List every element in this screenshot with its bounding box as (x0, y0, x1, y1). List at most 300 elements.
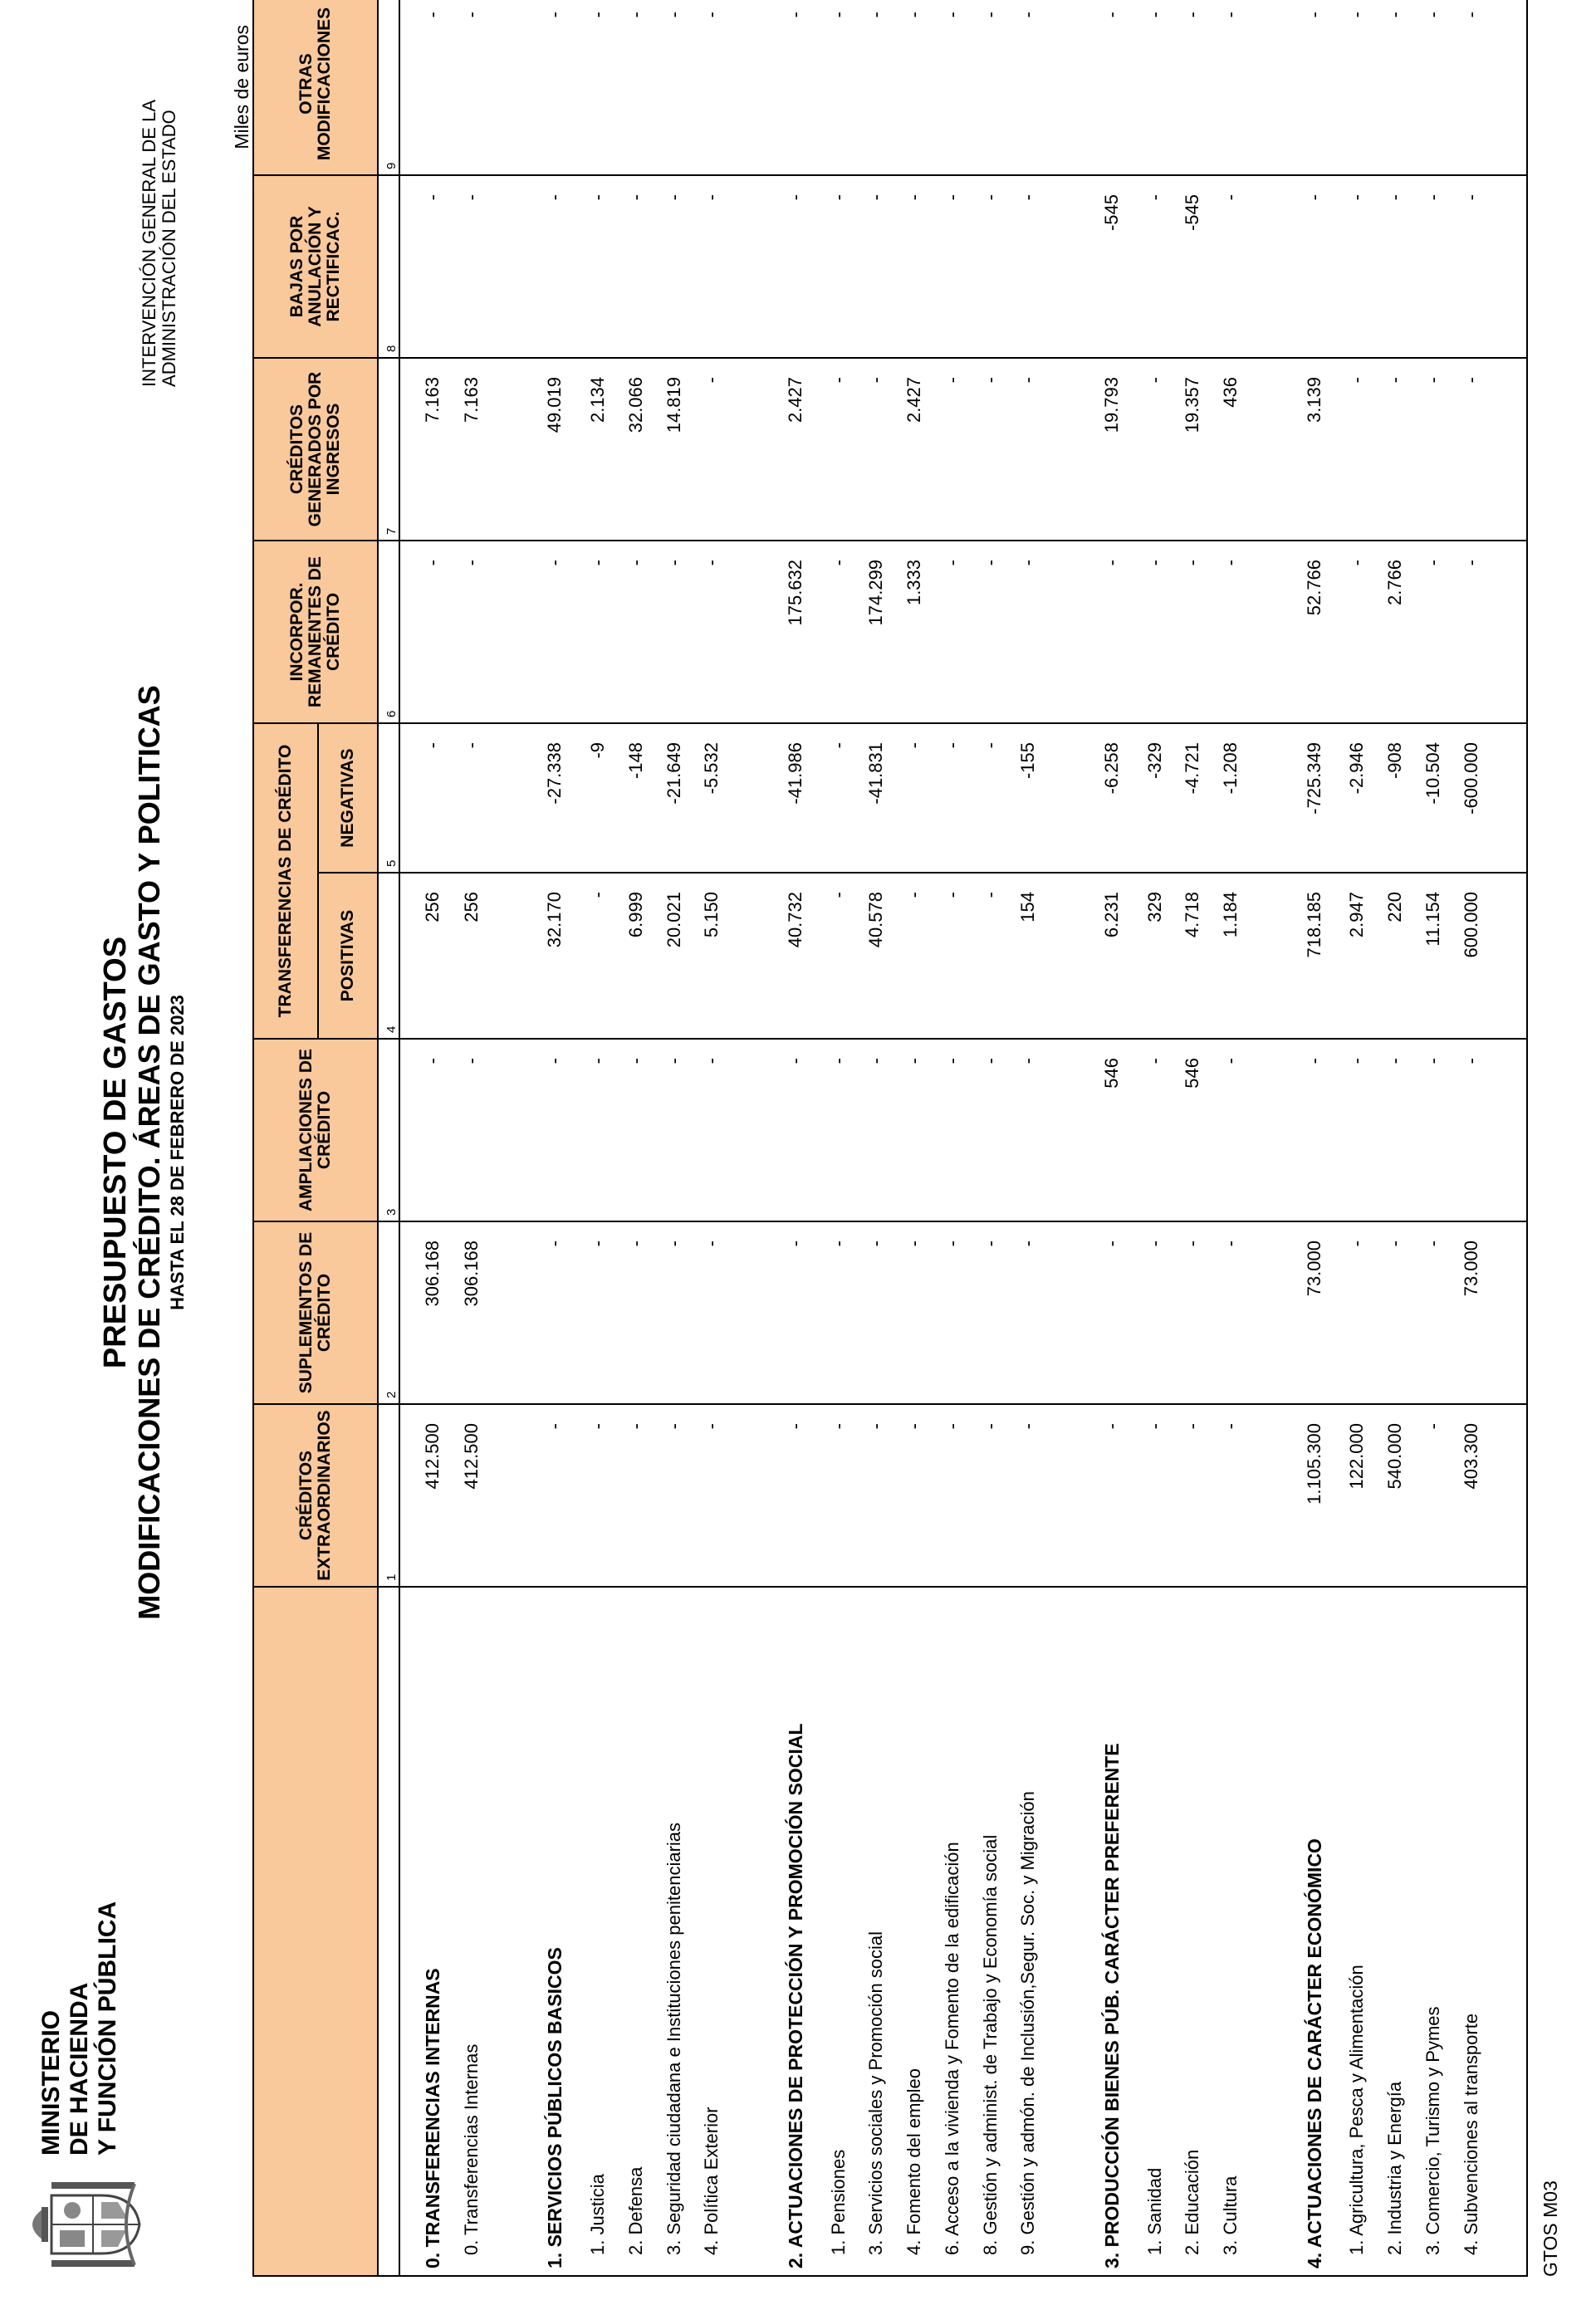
value-cell: - (625, 175, 663, 358)
table-row (980, 0, 1018, 2276)
spacer-cell (1258, 1587, 1285, 2276)
column-number: 1 (378, 1404, 399, 1587)
value-cell: - (1346, 541, 1384, 723)
group-row (1285, 0, 1347, 2276)
value-cell: - (1017, 1221, 1055, 1404)
table-row (1422, 0, 1461, 2276)
value-cell: - (1461, 175, 1499, 358)
value-cell: - (766, 1404, 828, 1587)
value-cell: - (461, 1039, 499, 1221)
value-cell: 122.000 (1346, 1404, 1384, 1587)
value-cell: 49.019 (526, 358, 587, 541)
ministry-line: DE HACIENDA (66, 1982, 93, 2156)
spacer-cell (1498, 358, 1527, 541)
value-cell: - (942, 358, 980, 541)
table-row (1461, 0, 1499, 2276)
column-number-cell (378, 1587, 399, 2276)
col-header-transferencias: TRANSFERENCIAS DE CRÉDITO (253, 723, 318, 1039)
value-cell: 403.300 (1461, 1404, 1499, 1587)
spacer-cell (1055, 873, 1083, 1039)
value-cell: 306.168 (399, 1221, 461, 1404)
table-row (1182, 0, 1220, 2276)
value-cell: - (942, 1221, 980, 1404)
value-cell: - (980, 0, 1018, 175)
value-cell: - (1220, 0, 1258, 175)
value-cell: - (1182, 1404, 1220, 1587)
value-cell: - (399, 175, 461, 358)
value-cell: - (1422, 175, 1461, 358)
value-cell: - (1144, 1039, 1182, 1221)
spacer-cell (1258, 358, 1285, 541)
group-label: 4. ACTUACIONES DE CARÁCTER ECONÓMICO (1285, 1587, 1347, 2276)
modifications-table (252, 0, 1528, 2277)
value-cell: - (828, 873, 866, 1039)
value-cell: 220 (1384, 873, 1422, 1039)
value-cell: - (828, 1221, 866, 1404)
value-cell: - (942, 873, 980, 1039)
value-cell: - (980, 1221, 1018, 1404)
column-number: 6 (378, 541, 399, 723)
value-cell: 14.819 (663, 358, 702, 541)
value-cell: - (1461, 1039, 1499, 1221)
value-cell: - (1182, 541, 1220, 723)
value-cell: - (1144, 358, 1182, 541)
value-cell: - (526, 541, 587, 723)
value-cell: - (828, 541, 866, 723)
value-cell: - (701, 358, 739, 541)
value-cell: - (701, 541, 739, 723)
value-cell: - (980, 175, 1018, 358)
value-cell: 2.427 (766, 358, 828, 541)
column-number: 4 (378, 873, 399, 1039)
value-cell: - (461, 175, 499, 358)
row-label: 2. Industria y Energía (1384, 1587, 1422, 2276)
row-label: 1. Sanidad (1144, 1587, 1182, 2276)
value-cell: 32.170 (526, 873, 587, 1039)
value-cell: - (1144, 175, 1182, 358)
report-date: HASTA EL 28 DE FEBRERO DE 2023 (167, 995, 188, 1310)
value-cell: - (526, 175, 587, 358)
spacer-cell (1258, 873, 1285, 1039)
table-row (903, 0, 942, 2276)
table-row (625, 0, 663, 2276)
value-cell: - (1017, 175, 1055, 358)
row-label: 4. Política Exterior (701, 1587, 739, 2276)
report-subtitle: MODIFICACIONES DE CRÉDITO. ÁREAS DE GASTO Y POLITICAS (132, 685, 166, 1620)
value-cell: - (526, 1404, 587, 1587)
value-cell: - (865, 175, 903, 358)
group-row (399, 0, 461, 2276)
value-cell: - (1346, 358, 1384, 541)
value-cell: 2.766 (1384, 541, 1422, 723)
value-cell: 412.500 (399, 1404, 461, 1587)
spacer-cell (1498, 1587, 1527, 2276)
column-number: 8 (378, 175, 399, 358)
value-cell: - (1220, 1221, 1258, 1404)
value-cell: 7.163 (461, 358, 499, 541)
value-cell: - (701, 1039, 739, 1221)
value-cell: 6.231 (1083, 873, 1144, 1039)
row-label: 4. Fomento del empleo (903, 1587, 942, 2276)
value-cell: - (587, 873, 625, 1039)
spacer-cell (1498, 541, 1527, 723)
value-cell: 175.632 (766, 541, 828, 723)
value-cell: - (1182, 1221, 1220, 1404)
group-label: 2. ACTUACIONES DE PROTECCIÓN Y PROMOCIÓN SOCIAL (766, 1587, 828, 2276)
row-label: 4. Subvenciones al transporte (1461, 1587, 1499, 2276)
table-row (828, 0, 866, 2276)
units-label: Miles de euros (231, 25, 252, 149)
value-cell: - (1285, 0, 1347, 175)
igae-line: ADMINISTRACIÓN DEL ESTADO (159, 110, 179, 387)
table-row (1384, 0, 1422, 2276)
spacer-cell (498, 0, 526, 175)
col-header-suplementos: SUPLEMENTOS DE CRÉDITO (253, 1221, 378, 1404)
value-cell: - (903, 175, 942, 358)
value-cell: 73.000 (1285, 1221, 1347, 1404)
value-cell: - (461, 0, 499, 175)
value-cell: - (587, 1221, 625, 1404)
value-cell: - (587, 1404, 625, 1587)
value-cell: - (1346, 1221, 1384, 1404)
value-cell: 4.718 (1182, 873, 1220, 1039)
row-label: 3. Seguridad ciudadana e Instituciones penitenciarias (663, 1587, 702, 2276)
table-row (663, 0, 702, 2276)
value-cell: - (663, 0, 702, 175)
row-label: 3. Servicios sociales y Promoción social (865, 1587, 903, 2276)
value-cell: - (1220, 1404, 1258, 1587)
value-cell: - (461, 723, 499, 873)
value-cell: - (903, 1404, 942, 1587)
value-cell: - (1422, 358, 1461, 541)
value-cell: 436 (1220, 358, 1258, 541)
value-cell: - (865, 1404, 903, 1587)
spacer-cell (498, 175, 526, 358)
value-cell: - (1384, 175, 1422, 358)
value-cell: 600.000 (1461, 873, 1499, 1039)
group-label: 1. SERVICIOS PÚBLICOS BASICOS (526, 1587, 587, 2276)
col-header-otras: OTRAS MODIFICACIONES (253, 0, 378, 175)
value-cell: -6.258 (1083, 723, 1144, 873)
value-cell: - (766, 0, 828, 175)
value-cell: - (980, 1404, 1018, 1587)
value-cell: -600.000 (1461, 723, 1499, 873)
value-cell: 718.185 (1285, 873, 1347, 1039)
value-cell: - (587, 0, 625, 175)
row-label: 1. Pensiones (828, 1587, 866, 2276)
value-cell: - (1144, 541, 1182, 723)
row-label: 1. Justicia (587, 1587, 625, 2276)
group-row (766, 0, 828, 2276)
value-cell: - (663, 1404, 702, 1587)
group-label: 3. PRODUCCIÓN BIENES PÚB. CARÁCTER PREFERENTE (1083, 1587, 1144, 2276)
ministry-line: Y FUNCIÓN PÚBLICA (94, 1901, 121, 2156)
value-cell: - (942, 723, 980, 873)
value-cell: - (625, 541, 663, 723)
value-cell: 174.299 (865, 541, 903, 723)
value-cell: -41.831 (865, 723, 903, 873)
spacer-cell (1055, 0, 1083, 175)
value-cell: 2.134 (587, 358, 625, 541)
value-cell: - (1384, 0, 1422, 175)
spacer-cell (739, 0, 766, 175)
value-cell: 1.333 (903, 541, 942, 723)
value-cell: - (399, 723, 461, 873)
value-cell: -2.946 (1346, 723, 1384, 873)
value-cell: - (399, 1039, 461, 1221)
value-cell: - (1220, 175, 1258, 358)
value-cell: 2.947 (1346, 873, 1384, 1039)
spacer-cell (739, 175, 766, 358)
value-cell: -329 (1144, 723, 1182, 873)
row-label: 2. Educación (1182, 1587, 1220, 2276)
value-cell: 329 (1144, 873, 1182, 1039)
value-cell: - (980, 1039, 1018, 1221)
table-row (587, 0, 625, 2276)
value-cell: - (1083, 1221, 1144, 1404)
value-cell: - (1220, 541, 1258, 723)
value-cell: - (526, 1039, 587, 1221)
value-cell: - (1144, 1221, 1182, 1404)
value-cell: - (828, 723, 866, 873)
value-cell: - (625, 1221, 663, 1404)
value-cell: - (625, 1039, 663, 1221)
spacer-cell (1055, 1039, 1083, 1221)
value-cell: - (701, 175, 739, 358)
value-cell: 3.139 (1285, 358, 1347, 541)
value-cell: - (625, 0, 663, 175)
value-cell: -545 (1182, 175, 1220, 358)
value-cell: - (980, 873, 1018, 1039)
value-cell: - (1422, 1404, 1461, 1587)
value-cell: -27.338 (526, 723, 587, 873)
spacer-cell (1258, 1221, 1285, 1404)
spacer-cell (1055, 723, 1083, 873)
spacer-cell (1055, 1587, 1083, 2276)
spacer-cell (1498, 1404, 1527, 1587)
value-cell: - (526, 0, 587, 175)
value-cell: - (1346, 175, 1384, 358)
spacer-cell (1498, 175, 1527, 358)
value-cell: - (766, 175, 828, 358)
group-row (1083, 0, 1144, 2276)
value-cell: - (942, 541, 980, 723)
value-cell: 546 (1182, 1039, 1220, 1221)
value-cell: 412.500 (461, 1404, 499, 1587)
value-cell: - (903, 873, 942, 1039)
value-cell: - (865, 358, 903, 541)
row-label: 2. Defensa (625, 1587, 663, 2276)
column-number: 9 (378, 0, 399, 175)
value-cell: - (663, 175, 702, 358)
value-cell: - (1461, 541, 1499, 723)
label-header-cell (253, 1587, 378, 2276)
value-cell: - (663, 1221, 702, 1404)
spacer-cell (1055, 1221, 1083, 1404)
value-cell: -725.349 (1285, 723, 1347, 873)
value-cell: -5.532 (701, 723, 739, 873)
value-cell: - (1422, 1039, 1461, 1221)
value-cell: - (1384, 1039, 1422, 1221)
value-cell: -545 (1083, 175, 1144, 358)
row-label: 3. Cultura (1220, 1587, 1258, 2276)
value-cell: - (1083, 1404, 1144, 1587)
spacer-cell (1258, 723, 1285, 873)
value-cell: - (1144, 1404, 1182, 1587)
spacer-cell (1498, 0, 1527, 175)
spacer-row (1258, 0, 1285, 2276)
value-cell: 7.163 (399, 358, 461, 541)
value-cell: -1.208 (1220, 723, 1258, 873)
report-title: PRESUPUESTO DE GASTOS (98, 936, 133, 1369)
value-cell: - (1144, 0, 1182, 175)
value-cell: - (828, 0, 866, 175)
value-cell: - (865, 1039, 903, 1221)
value-cell: -10.504 (1422, 723, 1461, 873)
value-cell: - (1461, 0, 1499, 175)
value-cell: - (701, 1221, 739, 1404)
spacer-cell (498, 723, 526, 873)
row-label: 9. Gestión y admón. de Inclusión,Segur. Soc. y Migración (1017, 1587, 1055, 2276)
spacer-cell (498, 541, 526, 723)
value-cell: - (1285, 175, 1347, 358)
spacer-cell (498, 1221, 526, 1404)
spacer-cell (498, 1404, 526, 1587)
value-cell: - (399, 0, 461, 175)
value-cell: - (1017, 1039, 1055, 1221)
spacer-cell (739, 1221, 766, 1404)
value-cell: -4.721 (1182, 723, 1220, 873)
spacer-cell (1055, 358, 1083, 541)
spacer-row (739, 0, 766, 2276)
value-cell: 2.427 (903, 358, 942, 541)
value-cell: - (1422, 1221, 1461, 1404)
spacer-row (498, 0, 526, 2276)
value-cell: - (1182, 0, 1220, 175)
value-cell: - (942, 1404, 980, 1587)
spacer-cell (1258, 175, 1285, 358)
value-cell: - (587, 175, 625, 358)
column-number: 3 (378, 1039, 399, 1221)
spacer-row (1055, 0, 1083, 2276)
spacer-cell (1498, 1039, 1527, 1221)
value-cell: - (1220, 1039, 1258, 1221)
value-cell: - (942, 0, 980, 175)
value-cell: - (828, 1404, 866, 1587)
value-cell: -21.649 (663, 723, 702, 873)
value-cell: - (461, 541, 499, 723)
value-cell: 73.000 (1461, 1221, 1499, 1404)
value-cell: - (980, 723, 1018, 873)
value-cell: 19.357 (1182, 358, 1220, 541)
value-cell: - (1346, 1039, 1384, 1221)
value-cell: - (865, 1221, 903, 1404)
value-cell: 6.999 (625, 873, 663, 1039)
row-label: 1. Agricultura, Pesca y Alimentación (1346, 1587, 1384, 2276)
value-cell: - (903, 0, 942, 175)
value-cell: -41.986 (766, 723, 828, 873)
row-label: 8. Gestión y administ. de Trabajo y Economía social (980, 1587, 1018, 2276)
value-cell: - (1285, 1039, 1347, 1221)
value-cell: - (1461, 358, 1499, 541)
value-cell: 256 (461, 873, 499, 1039)
value-cell: 154 (1017, 873, 1055, 1039)
igae-label (140, 100, 179, 387)
footer-code: GTOS M03 (1540, 2180, 1561, 2277)
spacer-cell (1498, 723, 1527, 873)
spacer-cell (498, 358, 526, 541)
col-header-negativas: NEGATIVAS (318, 723, 378, 873)
spacer-cell (739, 1039, 766, 1221)
value-cell: -9 (587, 723, 625, 873)
value-cell: - (1422, 0, 1461, 175)
value-cell: 546 (1083, 1039, 1144, 1221)
value-cell: - (701, 0, 739, 175)
value-cell: - (1017, 541, 1055, 723)
column-number-row (378, 0, 399, 2276)
value-cell: - (1017, 0, 1055, 175)
value-cell: - (766, 1039, 828, 1221)
value-cell: - (828, 358, 866, 541)
value-cell: - (903, 1221, 942, 1404)
col-header-ampliaciones: AMPLIACIONES DE CRÉDITO (253, 1039, 378, 1221)
spacer-row (1498, 0, 1527, 2276)
ministry-line: MINISTERIO (37, 2009, 65, 2156)
spacer-cell (1258, 1039, 1285, 1221)
value-cell: 11.154 (1422, 873, 1461, 1039)
value-cell: 1.105.300 (1285, 1404, 1347, 1587)
value-cell: - (1384, 1221, 1422, 1404)
col-header-positivas: POSITIVAS (318, 873, 378, 1039)
igae-line: INTERVENCIÓN GENERAL DE LA (139, 100, 159, 387)
value-cell: 20.021 (663, 873, 702, 1039)
spacer-cell (1258, 1404, 1285, 1587)
value-cell: - (942, 1039, 980, 1221)
spacer-cell (1055, 175, 1083, 358)
group-label: 0. TRANSFERENCIAS INTERNAS (399, 1587, 461, 2276)
value-cell: 19.793 (1083, 358, 1144, 541)
value-cell: - (903, 1039, 942, 1221)
value-cell: 306.168 (461, 1221, 499, 1404)
value-cell: - (1384, 358, 1422, 541)
col-header-incorporacion: INCORPOR. REMANENTES DE CRÉDITO (253, 541, 378, 723)
value-cell: - (663, 1039, 702, 1221)
spacer-cell (498, 1587, 526, 2276)
spacer-cell (1258, 541, 1285, 723)
value-cell: 40.578 (865, 873, 903, 1039)
value-cell: - (1083, 0, 1144, 175)
spacer-cell (1258, 0, 1285, 175)
value-cell: - (1017, 358, 1055, 541)
spacer-cell (739, 541, 766, 723)
spacer-cell (1055, 1404, 1083, 1587)
column-number: 7 (378, 358, 399, 541)
value-cell: - (980, 358, 1018, 541)
value-cell: 40.732 (766, 873, 828, 1039)
spacer-cell (498, 873, 526, 1039)
spacer-cell (739, 1587, 766, 2276)
value-cell: - (701, 1404, 739, 1587)
spacer-cell (739, 1404, 766, 1587)
col-header-generados: CRÉDITOS GENERADOS POR INGRESOS (253, 358, 378, 541)
value-cell: - (980, 541, 1018, 723)
value-cell: - (1083, 541, 1144, 723)
value-cell: - (663, 541, 702, 723)
value-cell: -908 (1384, 723, 1422, 873)
table-row (461, 0, 499, 2276)
value-cell: - (526, 1221, 587, 1404)
value-cell: - (828, 1039, 866, 1221)
